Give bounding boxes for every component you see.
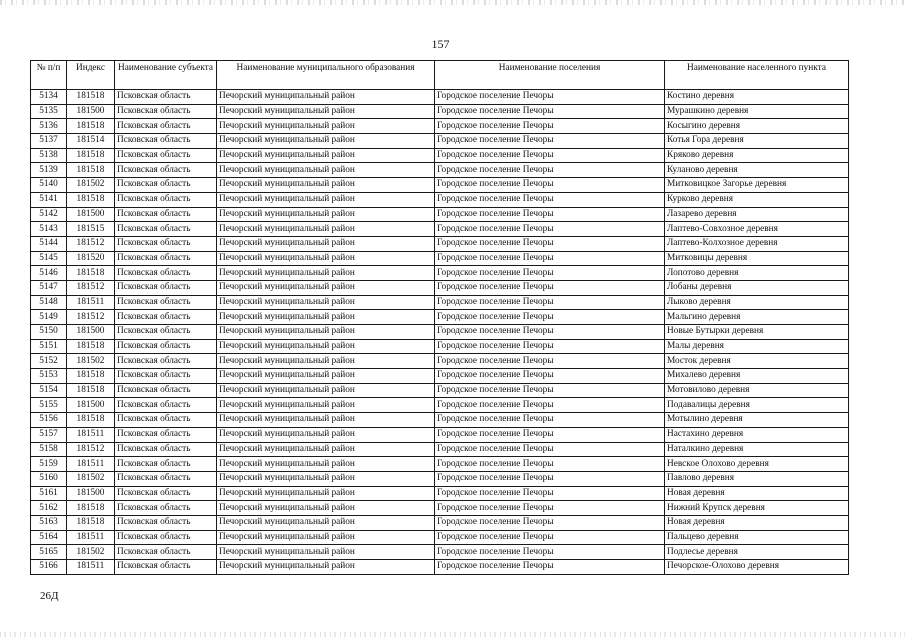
row-number-cell: 5138 — [31, 148, 67, 163]
municipality-cell: Печорский муниципальный район — [217, 134, 435, 149]
settlement-cell: Городское поселение Печоры — [435, 266, 665, 281]
subject-cell: Псковская область — [115, 339, 217, 354]
postal-index-cell: 181500 — [67, 398, 115, 413]
locality-cell: Митковицы деревня — [665, 251, 849, 266]
municipality-cell: Печорский муниципальный район — [217, 471, 435, 486]
municipality-cell: Печорский муниципальный район — [217, 104, 435, 119]
locality-cell: Костино деревня — [665, 90, 849, 105]
row-number-cell: 5149 — [31, 310, 67, 325]
locality-cell: Пальцево деревня — [665, 530, 849, 545]
postal-index-cell: 181520 — [67, 251, 115, 266]
row-number-cell: 5158 — [31, 442, 67, 457]
postal-index-cell: 181512 — [67, 236, 115, 251]
postal-index-cell: 181500 — [67, 325, 115, 340]
postal-index-cell: 181502 — [67, 545, 115, 560]
table-row — [31, 339, 849, 354]
locality-cell: Малы деревня — [665, 339, 849, 354]
postal-index-cell: 181502 — [67, 471, 115, 486]
settlement-cell: Городское поселение Печоры — [435, 207, 665, 222]
locality-cell: Михалево деревня — [665, 369, 849, 384]
postal-index-cell: 181502 — [67, 178, 115, 193]
municipality-cell: Печорский муниципальный район — [217, 90, 435, 105]
header-settlement-name: Наименование поселения — [435, 61, 665, 90]
locality-cell: Невское Олохово деревня — [665, 457, 849, 472]
table-row — [31, 163, 849, 178]
table-row — [31, 354, 849, 369]
row-number-cell: 5145 — [31, 251, 67, 266]
subject-cell: Псковская область — [115, 222, 217, 237]
row-number-cell: 5166 — [31, 560, 67, 575]
postal-index-cell: 181502 — [67, 354, 115, 369]
row-number-cell: 5164 — [31, 530, 67, 545]
table-row — [31, 442, 849, 457]
locality-cell: Лопотово деревня — [665, 266, 849, 281]
postal-index-cell: 181512 — [67, 280, 115, 295]
settlement-cell: Городское поселение Печоры — [435, 471, 665, 486]
settlement-cell: Городское поселение Печоры — [435, 501, 665, 516]
locality-cell: Настахино деревня — [665, 427, 849, 442]
locality-cell: Лыково деревня — [665, 295, 849, 310]
table-row — [31, 90, 849, 105]
table-row — [31, 134, 849, 149]
table-row — [31, 251, 849, 266]
table-row — [31, 486, 849, 501]
header-row-number: № п/п — [31, 61, 67, 90]
table-row — [31, 236, 849, 251]
subject-cell: Псковская область — [115, 310, 217, 325]
locality-cell: Мотылино деревня — [665, 413, 849, 428]
subject-cell: Псковская область — [115, 398, 217, 413]
subject-cell: Псковская область — [115, 325, 217, 340]
settlement-cell: Городское поселение Печоры — [435, 104, 665, 119]
subject-cell: Псковская область — [115, 413, 217, 428]
municipality-cell: Печорский муниципальный район — [217, 295, 435, 310]
subject-cell: Псковская область — [115, 486, 217, 501]
municipality-cell: Печорский муниципальный район — [217, 119, 435, 134]
table-row — [31, 530, 849, 545]
settlement-cell: Городское поселение Печоры — [435, 442, 665, 457]
subject-cell: Псковская область — [115, 134, 217, 149]
settlement-cell: Городское поселение Печоры — [435, 530, 665, 545]
locality-cell: Курково деревня — [665, 192, 849, 207]
header-municipality-name: Наименование муниципального образования — [217, 61, 435, 90]
municipality-cell: Печорский муниципальный район — [217, 339, 435, 354]
table-row — [31, 501, 849, 516]
row-number-cell: 5160 — [31, 471, 67, 486]
municipality-cell: Печорский муниципальный район — [217, 266, 435, 281]
subject-cell: Псковская область — [115, 251, 217, 266]
postal-index-cell: 181518 — [67, 119, 115, 134]
settlement-cell: Городское поселение Печоры — [435, 545, 665, 560]
table-row — [31, 427, 849, 442]
settlement-cell: Городское поселение Печоры — [435, 369, 665, 384]
settlement-cell: Городское поселение Печоры — [435, 560, 665, 575]
locality-cell: Мотовилово деревня — [665, 383, 849, 398]
table-row — [31, 560, 849, 575]
row-number-cell: 5143 — [31, 222, 67, 237]
table-row — [31, 457, 849, 472]
header-subject-name: Наименование субъекта — [115, 61, 217, 90]
row-number-cell: 5136 — [31, 119, 67, 134]
table-row — [31, 325, 849, 340]
row-number-cell: 5139 — [31, 163, 67, 178]
table-row — [31, 148, 849, 163]
subject-cell: Псковская область — [115, 515, 217, 530]
settlement-cell: Городское поселение Печоры — [435, 310, 665, 325]
subject-cell: Псковская область — [115, 457, 217, 472]
row-number-cell: 5135 — [31, 104, 67, 119]
settlement-cell: Городское поселение Печоры — [435, 163, 665, 178]
row-number-cell: 5161 — [31, 486, 67, 501]
municipality-cell: Печорский муниципальный район — [217, 369, 435, 384]
table-header-row — [31, 61, 849, 90]
subject-cell: Псковская область — [115, 560, 217, 575]
table-row — [31, 515, 849, 530]
subject-cell: Псковская область — [115, 295, 217, 310]
row-number-cell: 5163 — [31, 515, 67, 530]
table-row — [31, 192, 849, 207]
row-number-cell: 5146 — [31, 266, 67, 281]
table-row — [31, 280, 849, 295]
municipality-cell: Печорский муниципальный район — [217, 457, 435, 472]
row-number-cell: 5151 — [31, 339, 67, 354]
scan-edge-top — [0, 0, 905, 5]
subject-cell: Псковская область — [115, 280, 217, 295]
locality-cell: Наталкино деревня — [665, 442, 849, 457]
locality-cell: Новые Бутырки деревня — [665, 325, 849, 340]
row-number-cell: 5159 — [31, 457, 67, 472]
postal-index-cell: 181511 — [67, 295, 115, 310]
municipality-cell: Печорский муниципальный район — [217, 427, 435, 442]
locality-cell: Лазарево деревня — [665, 207, 849, 222]
table-row — [31, 178, 849, 193]
subject-cell: Псковская область — [115, 530, 217, 545]
row-number-cell: 5152 — [31, 354, 67, 369]
settlement-cell: Городское поселение Печоры — [435, 280, 665, 295]
municipality-cell: Печорский муниципальный район — [217, 280, 435, 295]
subject-cell: Псковская область — [115, 354, 217, 369]
subject-cell: Псковская область — [115, 442, 217, 457]
row-number-cell: 5142 — [31, 207, 67, 222]
subject-cell: Псковская область — [115, 266, 217, 281]
municipality-cell: Печорский муниципальный район — [217, 545, 435, 560]
row-number-cell: 5140 — [31, 178, 67, 193]
settlement-cell: Городское поселение Печоры — [435, 222, 665, 237]
row-number-cell: 5148 — [31, 295, 67, 310]
settlement-cell: Городское поселение Печоры — [435, 251, 665, 266]
postal-index-cell: 181511 — [67, 530, 115, 545]
locality-cell: Мосток деревня — [665, 354, 849, 369]
postal-index-cell: 181500 — [67, 104, 115, 119]
row-number-cell: 5155 — [31, 398, 67, 413]
settlement-cell: Городское поселение Печоры — [435, 148, 665, 163]
locality-cell: Павлово деревня — [665, 471, 849, 486]
postal-index-cell: 181518 — [67, 192, 115, 207]
municipality-cell: Печорский муниципальный район — [217, 354, 435, 369]
locality-cell: Нижний Крупск деревня — [665, 501, 849, 516]
locality-cell: Котья Гора деревня — [665, 134, 849, 149]
municipality-cell: Печорский муниципальный район — [217, 486, 435, 501]
settlement-cell: Городское поселение Печоры — [435, 457, 665, 472]
settlement-cell: Городское поселение Печоры — [435, 427, 665, 442]
settlement-cell: Городское поселение Печоры — [435, 119, 665, 134]
settlement-cell: Городское поселение Печоры — [435, 178, 665, 193]
municipality-cell: Печорский муниципальный район — [217, 383, 435, 398]
postal-index-cell: 181518 — [67, 383, 115, 398]
subject-cell: Псковская область — [115, 148, 217, 163]
subject-cell: Псковская область — [115, 545, 217, 560]
municipality-cell: Печорский муниципальный район — [217, 501, 435, 516]
settlement-cell: Городское поселение Печоры — [435, 236, 665, 251]
settlement-cell: Городское поселение Печоры — [435, 486, 665, 501]
municipality-cell: Печорский муниципальный район — [217, 148, 435, 163]
postal-index-cell: 181512 — [67, 442, 115, 457]
postal-index-cell: 181511 — [67, 427, 115, 442]
postal-index-cell: 181512 — [67, 310, 115, 325]
table-row — [31, 398, 849, 413]
subject-cell: Псковская область — [115, 471, 217, 486]
subject-cell: Псковская область — [115, 369, 217, 384]
row-number-cell: 5156 — [31, 413, 67, 428]
locality-cell: Новая деревня — [665, 515, 849, 530]
municipality-cell: Печорский муниципальный район — [217, 398, 435, 413]
row-number-cell: 5154 — [31, 383, 67, 398]
header-postal-index: Индекс — [67, 61, 115, 90]
postal-index-cell: 181500 — [67, 207, 115, 222]
row-number-cell: 5147 — [31, 280, 67, 295]
postal-index-cell: 181518 — [67, 148, 115, 163]
row-number-cell: 5153 — [31, 369, 67, 384]
settlement-cell: Городское поселение Печоры — [435, 295, 665, 310]
subject-cell: Псковская область — [115, 90, 217, 105]
postal-index-cell: 181518 — [67, 501, 115, 516]
scan-edge-bottom — [0, 632, 905, 637]
subject-cell: Псковская область — [115, 119, 217, 134]
row-number-cell: 5157 — [31, 427, 67, 442]
postal-index-cell: 181518 — [67, 515, 115, 530]
municipality-cell: Печорский муниципальный район — [217, 207, 435, 222]
settlement-cell: Городское поселение Печоры — [435, 325, 665, 340]
table-row — [31, 471, 849, 486]
locality-cell: Новая деревня — [665, 486, 849, 501]
postal-index-cell: 181518 — [67, 266, 115, 281]
locality-cell: Лаптево-Совхозное деревня — [665, 222, 849, 237]
locality-cell: Подлесье деревня — [665, 545, 849, 560]
municipality-cell: Печорский муниципальный район — [217, 163, 435, 178]
table-row — [31, 369, 849, 384]
municipality-cell: Печорский муниципальный район — [217, 236, 435, 251]
page-code: 26Д — [40, 590, 59, 602]
postal-index-cell: 181518 — [67, 90, 115, 105]
row-number-cell: 5134 — [31, 90, 67, 105]
municipality-cell: Печорский муниципальный район — [217, 192, 435, 207]
settlement-cell: Городское поселение Печоры — [435, 134, 665, 149]
table-row — [31, 207, 849, 222]
municipality-cell: Печорский муниципальный район — [217, 251, 435, 266]
settlement-cell: Городское поселение Печоры — [435, 398, 665, 413]
postal-index-cell: 181515 — [67, 222, 115, 237]
subject-cell: Псковская область — [115, 163, 217, 178]
subject-cell: Псковская область — [115, 501, 217, 516]
row-number-cell: 5144 — [31, 236, 67, 251]
subject-cell: Псковская область — [115, 207, 217, 222]
municipality-cell: Печорский муниципальный район — [217, 178, 435, 193]
municipality-cell: Печорский муниципальный район — [217, 515, 435, 530]
table-row — [31, 266, 849, 281]
municipality-cell: Печорский муниципальный район — [217, 560, 435, 575]
subject-cell: Псковская область — [115, 383, 217, 398]
locality-cell: Мальгино деревня — [665, 310, 849, 325]
table-row — [31, 222, 849, 237]
postal-index-cell: 181518 — [67, 413, 115, 428]
postal-index-cell: 181511 — [67, 560, 115, 575]
table-body — [31, 90, 849, 575]
table-row — [31, 104, 849, 119]
postal-index-cell: 181518 — [67, 163, 115, 178]
locality-cell: Подавалицы деревня — [665, 398, 849, 413]
postal-index-cell: 181500 — [67, 486, 115, 501]
settlement-cell: Городское поселение Печоры — [435, 90, 665, 105]
subject-cell: Псковская область — [115, 236, 217, 251]
table-row — [31, 413, 849, 428]
postal-index-cell: 181514 — [67, 134, 115, 149]
subject-cell: Псковская область — [115, 192, 217, 207]
locality-cell: Куланово деревня — [665, 163, 849, 178]
postal-index-cell: 181518 — [67, 339, 115, 354]
municipality-cell: Печорский муниципальный район — [217, 222, 435, 237]
municipality-cell: Печорский муниципальный район — [217, 413, 435, 428]
subject-cell: Псковская область — [115, 104, 217, 119]
table-row — [31, 119, 849, 134]
header-locality-name: Наименование населенного пункта — [665, 61, 849, 90]
locality-cell: Кряково деревня — [665, 148, 849, 163]
locality-cell: Митковицкое Загорье деревня — [665, 178, 849, 193]
row-number-cell: 5137 — [31, 134, 67, 149]
settlement-cell: Городское поселение Печоры — [435, 413, 665, 428]
settlement-cell: Городское поселение Печоры — [435, 515, 665, 530]
table-row — [31, 545, 849, 560]
row-number-cell: 5141 — [31, 192, 67, 207]
municipality-cell: Печорский муниципальный район — [217, 442, 435, 457]
postal-index-cell: 181511 — [67, 457, 115, 472]
row-number-cell: 5165 — [31, 545, 67, 560]
municipality-cell: Печорский муниципальный район — [217, 530, 435, 545]
municipality-cell: Печорский муниципальный район — [217, 310, 435, 325]
settlement-cell: Городское поселение Печоры — [435, 354, 665, 369]
table-row — [31, 295, 849, 310]
locality-cell: Мурашкино деревня — [665, 104, 849, 119]
locality-cell: Лаптево-Колхозное деревня — [665, 236, 849, 251]
settlements-table — [30, 60, 849, 575]
settlement-cell: Городское поселение Печоры — [435, 192, 665, 207]
page-number: 157 — [431, 37, 450, 51]
municipality-cell: Печорский муниципальный район — [217, 325, 435, 340]
settlement-cell: Городское поселение Печоры — [435, 339, 665, 354]
row-number-cell: 5162 — [31, 501, 67, 516]
postal-index-cell: 181518 — [67, 369, 115, 384]
subject-cell: Псковская область — [115, 427, 217, 442]
subject-cell: Псковская область — [115, 178, 217, 193]
locality-cell: Печорское-Олохово деревня — [665, 560, 849, 575]
table-row — [31, 383, 849, 398]
row-number-cell: 5150 — [31, 325, 67, 340]
table-row — [31, 310, 849, 325]
locality-cell: Косыгино деревня — [665, 119, 849, 134]
locality-cell: Лобаны деревня — [665, 280, 849, 295]
settlement-cell: Городское поселение Печоры — [435, 383, 665, 398]
